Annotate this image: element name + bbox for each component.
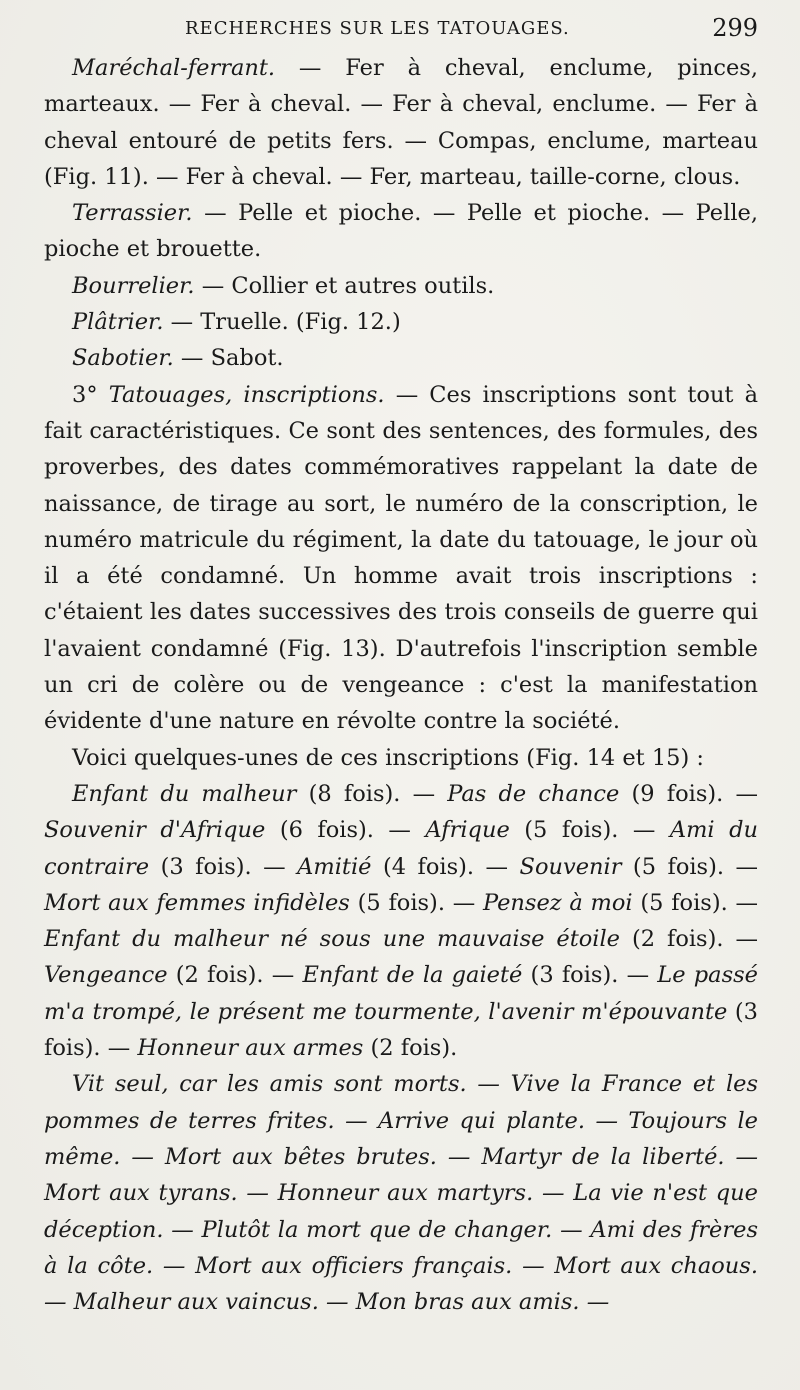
paragraph-text: Voici quelques-unes de ces inscriptions (Fig. 14 et 15) : xyxy=(72,744,705,771)
paragraph-text: — Pelle et pioche. — Pelle et pioche. — Pelle, pioche et brouette. xyxy=(44,200,758,263)
paragraph-sabotier xyxy=(44,340,758,376)
trade-label: Bourrelier. xyxy=(72,272,195,299)
inscription: Souvenir xyxy=(519,853,622,880)
inscription: Mort aux femmes infidèles xyxy=(44,889,350,916)
inscription-count: (2 fois). xyxy=(363,1035,458,1062)
inscription: Pas de chance xyxy=(447,780,620,807)
paragraph-text: — Sabot. xyxy=(173,345,284,372)
inscription: Amitié xyxy=(297,853,372,880)
inscription-count: (5 fois). — xyxy=(632,889,758,916)
page-header xyxy=(0,14,800,48)
paragraph-intro-list xyxy=(44,740,758,776)
paragraph-text: — Collier et autres outils. xyxy=(194,272,495,299)
inscription: Afrique xyxy=(425,817,510,844)
paragraph-text: — Truelle. (Fig. 12.) xyxy=(163,309,401,336)
inscription-count: (2 fois). — xyxy=(167,962,303,989)
inscription-count: (4 fois). — xyxy=(371,853,520,880)
inscription-count: (8 fois). — xyxy=(296,780,448,807)
inscription: Le passé m'a trompé, le présent me tourmente, l'avenir m'épouvante xyxy=(44,962,758,1025)
paragraph-marechal-ferrant xyxy=(44,50,758,195)
inscription: Souvenir d'Afrique xyxy=(44,817,266,844)
paragraph-text: — Fer à cheval, enclume, pinces, marteaux. — Fer à cheval. — Fer à cheval, enclume. — Fer à cheval entouré de petits fers. — Compas, enclume, marteau (Fig. 11). — Fer à cheval. — Fer, marteau, taille-corne, clous. xyxy=(44,55,758,190)
body-text xyxy=(44,50,758,1320)
paragraph-terrassier xyxy=(44,195,758,268)
section-title: Tatouages, inscriptions. xyxy=(108,381,385,408)
inscription-count: (9 fois). — xyxy=(619,780,758,807)
inscription: Pensez à moi xyxy=(482,889,633,916)
paragraph-inscription-list xyxy=(44,776,758,1066)
inscription-count: (3 fois). — xyxy=(522,962,658,989)
trade-label: Maréchal-ferrant. xyxy=(72,55,276,81)
inscription-count: (2 fois). — xyxy=(620,926,758,953)
inscription-count: (5 fois). — xyxy=(509,817,670,844)
paragraph-inscriptions xyxy=(44,377,758,740)
inscription: Enfant du malheur né sous une mauvaise étoile xyxy=(44,926,620,953)
inscription: Honneur aux armes xyxy=(137,1035,364,1062)
paragraph-more-inscriptions xyxy=(44,1066,758,1320)
paragraph-bourrelier xyxy=(44,268,758,304)
paragraph-text: Vit seul, car les amis sont morts. — Vive la France et les pommes de terres frites. — Arrive qui plante. — Toujours le même. — Mort aux bêtes brutes. — Martyr de la liberté. — Mort aux tyrans. — Honneur aux martyrs. — La vie n'est que déception. — Plutôt la mort que de changer. — Ami des frères à la côte. — Mort aux officiers français. — Mort aux chaous. — Malheur aux vaincus. — Mon bras aux amis. — xyxy=(44,1071,758,1316)
inscription-count: (5 fois). — xyxy=(621,853,759,880)
paragraph-platrier xyxy=(44,304,758,340)
running-head: RECHERCHES SUR LES TATOUAGES. xyxy=(185,18,570,39)
page-number: 299 xyxy=(712,14,758,42)
inscription-count: (6 fois). — xyxy=(265,817,426,844)
inscription: Vengeance xyxy=(44,962,168,989)
paragraph-text: — Ces inscriptions sont tout à fait caractéristiques. Ce sont des sentences, des formules, des proverbes, des dates commémoratives rappelant la date de naissance, de tirage au sort, le numéro de la conscription, le numéro matricule du régiment, la date du tatouage, le jour où il a été condamné. Un homme avait trois inscriptions : c'étaient les dates successives des trois conseils de guerre qui l'avaient condamné (Fig. 13). D'autrefois l'inscription semble un cri de colère ou de vengeance : c'est la manifestation évidente d'une nature en révolte contre la société. xyxy=(44,381,759,735)
trade-label: Terrassier. xyxy=(72,200,193,227)
inscription-count: (3 fois). — xyxy=(149,853,298,880)
inscription-count: (5 fois). — xyxy=(349,889,483,916)
section-number: 3° xyxy=(72,381,98,408)
trade-label: Plâtrier. xyxy=(72,309,164,336)
inscription-count: (3 fois). — xyxy=(44,998,758,1062)
trade-label: Sabotier. xyxy=(72,345,174,372)
inscription: Enfant de la gaieté xyxy=(302,962,523,989)
inscription: Enfant du malheur xyxy=(72,780,297,807)
inscription: Ami du contraire xyxy=(44,817,759,880)
